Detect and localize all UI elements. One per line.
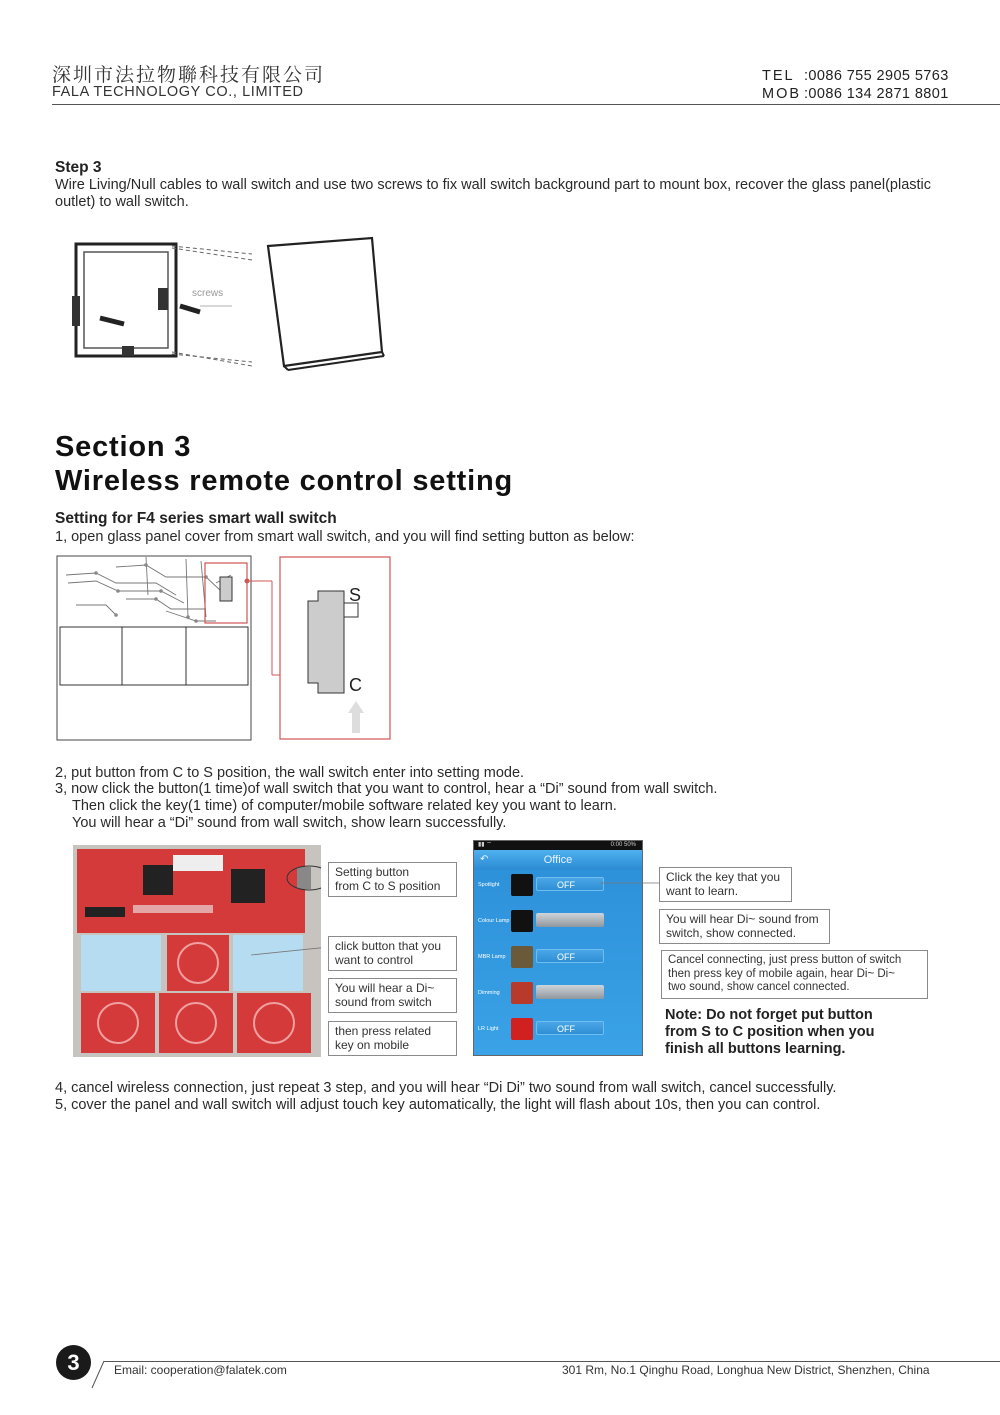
callout-connected bbox=[659, 909, 830, 944]
mob-line bbox=[762, 86, 949, 102]
light-icon bbox=[511, 1018, 533, 1040]
instruction-5: 5, cover the panel and wall switch will adjust touch key automatically, the light will flash about 10s, then you can control. bbox=[55, 1097, 821, 1113]
mobile-app-screenshot bbox=[473, 840, 643, 1056]
callout-hear-sound bbox=[328, 978, 457, 1013]
setting-subtitle: Setting for F4 series smart wall switch bbox=[55, 510, 337, 527]
app-row-label: MBR Lamp bbox=[478, 954, 506, 960]
page-number: 3 bbox=[56, 1345, 91, 1380]
pcb-photo bbox=[73, 845, 321, 1057]
tel-line bbox=[762, 68, 949, 84]
instruction-3b: Then click the key(1 time) of computer/mobile software related key you want to learn. bbox=[72, 798, 617, 814]
callout-text: Click the key that you bbox=[666, 870, 781, 884]
company-name-cn: 深圳市法拉物聯科技有限公司 bbox=[52, 64, 326, 86]
switch-position-c: C bbox=[349, 675, 362, 695]
callout-click-key bbox=[659, 867, 792, 902]
instruction-2: 2, put button from C to S position, the wall switch enter into setting mode. bbox=[55, 765, 525, 781]
callout-text: key on mobile bbox=[335, 1037, 410, 1052]
back-arrow-icon[interactable]: ↶ bbox=[480, 854, 489, 865]
footer-divider bbox=[104, 1361, 1000, 1362]
footer-address: 301 Rm, No.1 Qinghu Road, Longhua New District, Shenzhen, China bbox=[562, 1363, 930, 1377]
step3-text: Wire Living/Null cables to wall switch and use two screws to fix wall switch background part to mount box, recover the glass panel(plastic outlet) to wall switch. bbox=[55, 177, 932, 210]
callout-text: click button that you bbox=[335, 939, 442, 953]
app-row-label: Dimming bbox=[478, 990, 500, 996]
note-line: from S to C position when you bbox=[665, 1024, 875, 1040]
off-button[interactable]: OFF bbox=[536, 877, 604, 891]
off-button[interactable]: OFF bbox=[536, 949, 604, 963]
screw-right bbox=[180, 306, 200, 312]
phone-status-text: 0:00 50% bbox=[610, 842, 636, 848]
dimming-slider[interactable] bbox=[536, 985, 604, 999]
glass-panel bbox=[268, 238, 382, 366]
callout-text: Setting button bbox=[335, 865, 410, 879]
callout-click-button bbox=[328, 936, 457, 971]
callout-text: want to control bbox=[335, 952, 414, 967]
callout-text: Cancel connecting, just press button of switch bbox=[668, 954, 902, 966]
callout-text: then press key of mobile again, hear Di~ Di~ bbox=[668, 967, 895, 980]
callout-text: then press related bbox=[335, 1024, 432, 1038]
mob-label: MOB bbox=[762, 86, 802, 102]
callout-text: two sound, show cancel connected. bbox=[668, 981, 850, 993]
app-row-label: LR Light bbox=[478, 1026, 499, 1032]
footer-email: Email: cooperation@falatek.com bbox=[114, 1363, 287, 1377]
callout-text: sound from switch bbox=[335, 994, 432, 1009]
colour-bulb-icon bbox=[511, 910, 533, 932]
header-divider bbox=[52, 104, 1000, 105]
spotlight-icon bbox=[511, 874, 533, 896]
app-row-dimming[interactable] bbox=[474, 979, 643, 1007]
instruction-3c: You will hear a “Di” sound from wall switch, show learn successfully. bbox=[72, 815, 507, 831]
instruction-4: 4, cancel wireless connection, just repeat 3 step, and you will hear “Di Di” two sound from wall switch, cancel successfully. bbox=[55, 1080, 837, 1096]
tel-label: TEL bbox=[762, 68, 795, 84]
instruction-3a: 3, now click the button(1 time)of wall switch that you want to control, hear a “Di” sound from wall switch. bbox=[55, 781, 718, 797]
dimmer-icon bbox=[511, 982, 533, 1004]
app-row-label: Spotlight bbox=[478, 882, 500, 888]
callout-leader-line bbox=[600, 878, 662, 888]
app-row-label: Colour Lamp bbox=[478, 918, 510, 924]
mob-value: :0086 134 2871 8801 bbox=[804, 86, 949, 102]
brightness-slider[interactable] bbox=[536, 913, 604, 927]
callout-text: from C to S position bbox=[335, 878, 441, 893]
callout-text: switch, show connected. bbox=[666, 925, 797, 940]
section-subheading: Wireless remote control setting bbox=[55, 465, 514, 497]
phone-title: Office bbox=[543, 854, 573, 866]
step3-title: Step 3 bbox=[55, 159, 102, 176]
callout-press-key bbox=[328, 1021, 457, 1056]
phone-title-bar bbox=[474, 850, 642, 870]
company-name-en: FALA TECHNOLOGY CO., LIMITED bbox=[52, 84, 304, 100]
off-button[interactable]: OFF bbox=[536, 1021, 604, 1035]
callout-text: You will hear a Di~ bbox=[335, 981, 435, 995]
footer-slash bbox=[88, 1358, 108, 1390]
note-line: finish all buttons learning. bbox=[665, 1041, 846, 1057]
callout-setting-button bbox=[328, 862, 457, 897]
bulb-icon bbox=[511, 946, 533, 968]
app-row-lr-light[interactable] bbox=[474, 1015, 643, 1043]
callout-cancel bbox=[661, 950, 928, 999]
screws-label: screws bbox=[192, 288, 224, 299]
switch-position-s: S bbox=[349, 585, 362, 605]
circuit-diagram bbox=[56, 555, 396, 745]
section-heading: Section 3 bbox=[55, 431, 192, 463]
instruction-1: 1, open glass panel cover from smart wall switch, and you will find setting button as below: bbox=[55, 529, 635, 545]
callout-text: You will hear Di~ sound from bbox=[666, 912, 819, 926]
note-line: Note: Do not forget put button bbox=[665, 1007, 873, 1023]
app-row-colour-lamp[interactable] bbox=[474, 907, 643, 935]
important-note bbox=[665, 1007, 965, 1058]
mounting-illustration bbox=[62, 236, 392, 386]
app-row-mbr-lamp[interactable] bbox=[474, 943, 643, 971]
tel-value: :0086 755 2905 5763 bbox=[804, 68, 949, 84]
callout-text: want to learn. bbox=[666, 883, 739, 898]
phone-status-bar: 0:00 50% ▮▮ ⌔ bbox=[474, 841, 642, 850]
